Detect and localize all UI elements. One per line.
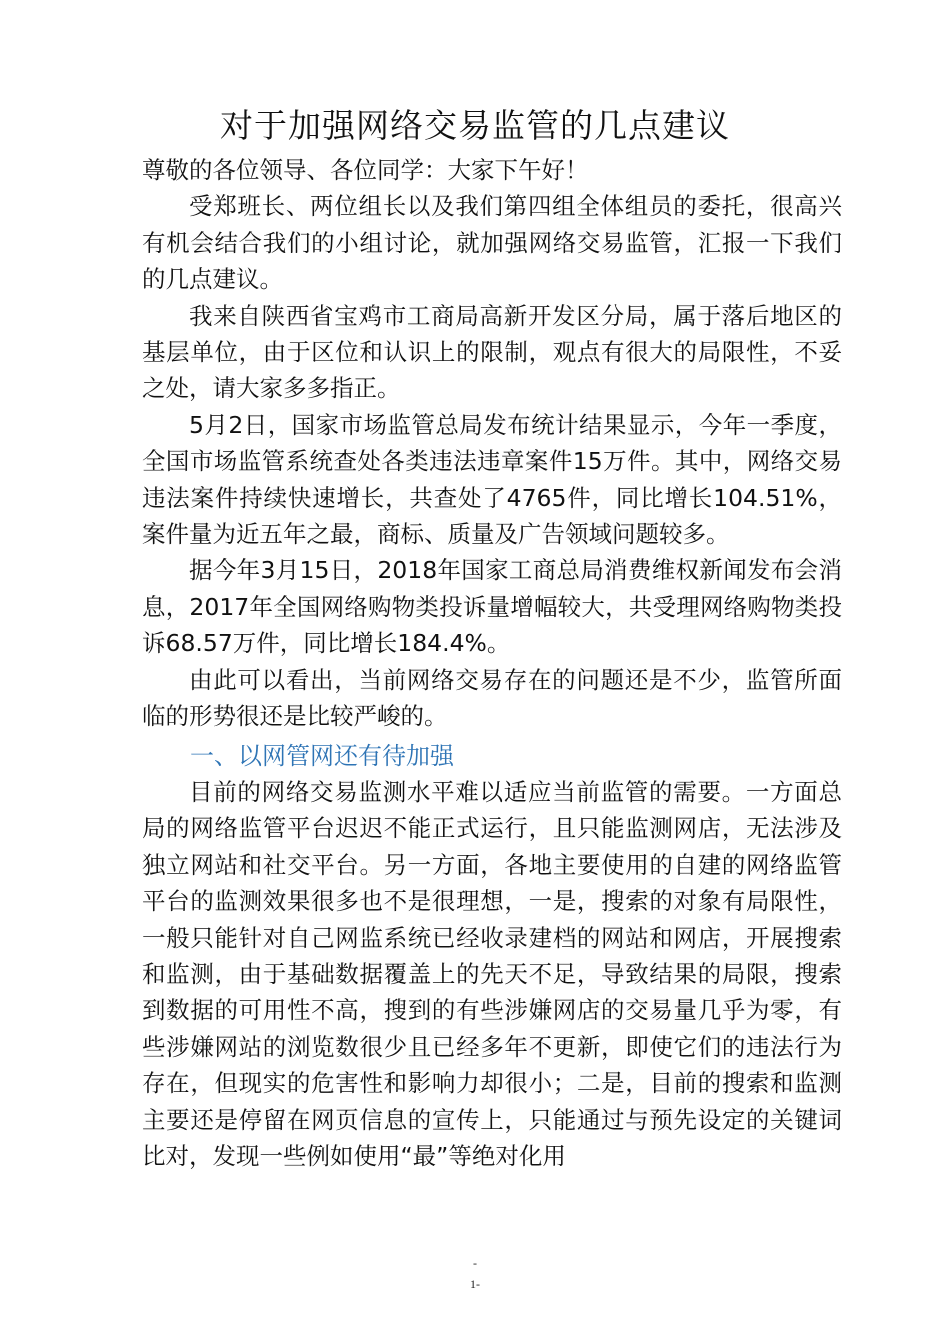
footer-dash: - <box>473 1256 477 1270</box>
body-paragraph: 由此可以看出，当前网络交易存在的问题还是不少，监管所面临的形势很还是比较严峻的。 <box>142 665 842 731</box>
body-paragraph: 我来自陕西省宝鸡市工商局高新开发区分局，属于落后地区的基层单位，由于区位和认识上的限制，观点有很大的局限性，不妥之处，请大家多多指正。 <box>142 301 842 403</box>
document-body <box>142 152 842 1174</box>
body-paragraph: 受郑班长、两位组长以及我们第四组全体组员的委托，很高兴有机会结合我们的小组讨论，就加强网络交易监管，汇报一下我们的几点建议。 <box>142 192 842 294</box>
greeting-paragraph: 尊敬的各位领导、各位同学：大家下午好！ <box>142 156 589 184</box>
body-paragraph: 5月2日，国家市场监管总局发布统计结果显示，今年一季度，全国市场监管系统查处各类违法违章案件15万件。其中，网络交易违法案件持续快速增长，共查处了4765件，同比增长104.51%，案件量为近五年之最，商标、质量及广告领域问题较多。 <box>142 410 842 549</box>
body-paragraph: 据今年3月15日，2018年国家工商总局消费维权新闻发布会消息，2017年全国网络购物类投诉量增幅较大，共受理网络购物类投诉68.57万件，同比增长184.4%。 <box>142 556 842 658</box>
section-paragraph: 目前的网络交易监测水平难以适应当前监管的需要。一方面总局的网络监管平台迟迟不能正式运行，且只能监测网店，无法涉及独立网站和社交平台。另一方面，各地主要使用的自建的网络监管平台的监测效果很多也不是很理想，一是，搜索的对象有局限性，一般只能针对自己网监系统已经收录建档的网站和网店，开展搜索和监测，由于基础数据覆盖上的先天不足，导致结果的局限，搜索到数据的可用性不高，搜到的有些涉嫌网店的交易量几乎为零，有些涉嫌网站的浏览数很少且已经多年不更新，即使它们的违法行为存在，但现实的危害性和影响力却很小；二是，目前的搜索和监测主要还是停留在网页信息的宣传上，只能通过与预先设定的关键词比对，发现一些例如使用“最”等绝对化用 <box>142 777 842 1170</box>
section-heading: 一、以网管网还有待加强 <box>190 741 454 770</box>
document-title: 对于加强网络交易监管的几点建议 <box>220 106 730 145</box>
page-number: 1- <box>470 1277 480 1291</box>
